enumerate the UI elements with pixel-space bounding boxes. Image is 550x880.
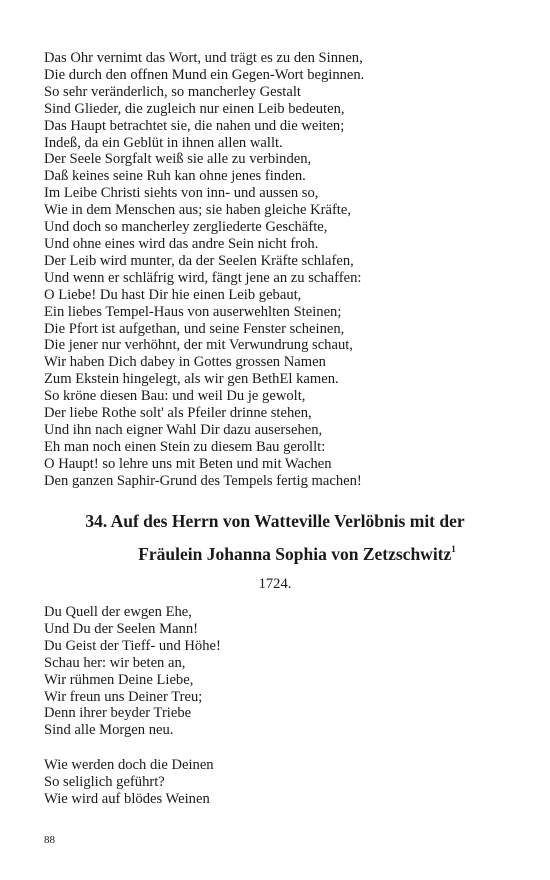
poem-line: Indeß, da ein Geblüt in ihnen allen wallt.: [44, 134, 283, 151]
poem-line: So kröne diesen Bau: und weil Du je gewolt,: [44, 388, 306, 405]
poem-line: Und Du der Seelen Mann!: [44, 620, 199, 637]
poem-line: Ein liebes Tempel-Haus von auserwehlten Steinen;: [44, 303, 342, 320]
poem-line: Wir freun uns Deiner Treu;: [44, 688, 203, 705]
footnote-marker[interactable]: 1: [451, 544, 456, 555]
page-number: 88: [44, 834, 55, 846]
poem-line: Im Leibe Christi siehts von inn- und aussen so,: [44, 185, 319, 202]
poem-stanza: [44, 604, 514, 739]
poem-line: Wir haben Dich dabey in Gottes grossen Namen: [44, 354, 326, 371]
poem-line: Und ohne eines wird das andre Sein nicht froh.: [44, 235, 319, 252]
poem-line: Den ganzen Saphir-Grund des Tempels fertig machen!: [44, 472, 362, 489]
poem-line: Das Haupt betrachtet sie, die nahen und die weiten;: [44, 117, 345, 134]
poem-line: So sehr veränderlich, so mancherley Gestalt: [44, 83, 301, 100]
poem-line: Du Quell der ewgen Ehe,: [44, 604, 192, 620]
poem-line: Sind Glieder, die zugleich nur einen Leib bedeuten,: [44, 100, 345, 117]
poem-line: Die jener nur verhöhnt, der mit Verwundrung schaut,: [44, 337, 353, 354]
poem-line: O Haupt! so lehre uns mit Beten und mit Wachen: [44, 455, 332, 472]
poem-line: Eh man noch einen Stein zu diesem Bau gerollt:: [44, 438, 326, 455]
poem-line: Daß keines seine Ruh kan ohne jenes finden.: [44, 168, 306, 185]
poem-line: Zum Ekstein hingelegt, als wir gen BethEl kamen.: [44, 371, 339, 388]
poem-year: 1724.: [258, 576, 292, 592]
poem-heading: 34. Auf des Herrn von Watteville Verlöbnis mit der: [85, 511, 465, 531]
poem-line: So seliglich geführt?: [44, 773, 165, 790]
poem-line: Wie wird auf blödes Weinen: [44, 790, 210, 807]
poem-line: Die Pfort ist aufgethan, und seine Fenster scheinen,: [44, 320, 345, 337]
poem-heading-text: Fräulein Johanna Sophia von Zetzschwitz: [138, 544, 452, 564]
continued-poem: [44, 50, 514, 490]
poem-line: O Liebe! Du hast Dir hie einen Leib gebaut,: [44, 286, 302, 303]
poem-line: Wie werden doch die Deinen: [44, 757, 214, 773]
poem-line: Und ihn nach eigner Wahl Dir dazu ausersehen,: [44, 421, 323, 438]
poem-stanza: [44, 757, 514, 808]
poem-line: Denn ihrer beyder Triebe: [44, 705, 192, 722]
poem-line: Und wenn er schläfrig wird, fängt jene an zu schaffen:: [44, 269, 362, 286]
poem-line: Sind alle Morgen neu.: [44, 722, 174, 739]
poem-line: Der Leib wird munter, da der Seelen Kräfte schlafen,: [44, 252, 354, 269]
poem-line: Wir rühmen Deine Liebe,: [44, 671, 194, 688]
poem-line: Und doch so mancherley zergliederte Geschäfte,: [44, 219, 328, 236]
poem-line: Der Seele Sorgfalt weiß sie alle zu verbinden,: [44, 151, 312, 168]
poem-line: Schau her: wir beten an,: [44, 654, 186, 671]
poem-line: Wie in dem Menschen aus; sie haben gleiche Kräfte,: [44, 202, 351, 219]
poem-line: Du Geist der Tieff- und Höhe!: [44, 637, 221, 654]
poem-heading-continued: [22, 544, 550, 564]
poem-line: Das Ohr vernimt das Wort, und trägt es zu den Sinnen,: [44, 50, 363, 66]
poem-line: Die durch den offnen Mund ein Gegen-Wort beginnen.: [44, 66, 365, 83]
poem-line: Der liebe Rothe solt' als Pfeiler drinne stehen,: [44, 405, 312, 422]
